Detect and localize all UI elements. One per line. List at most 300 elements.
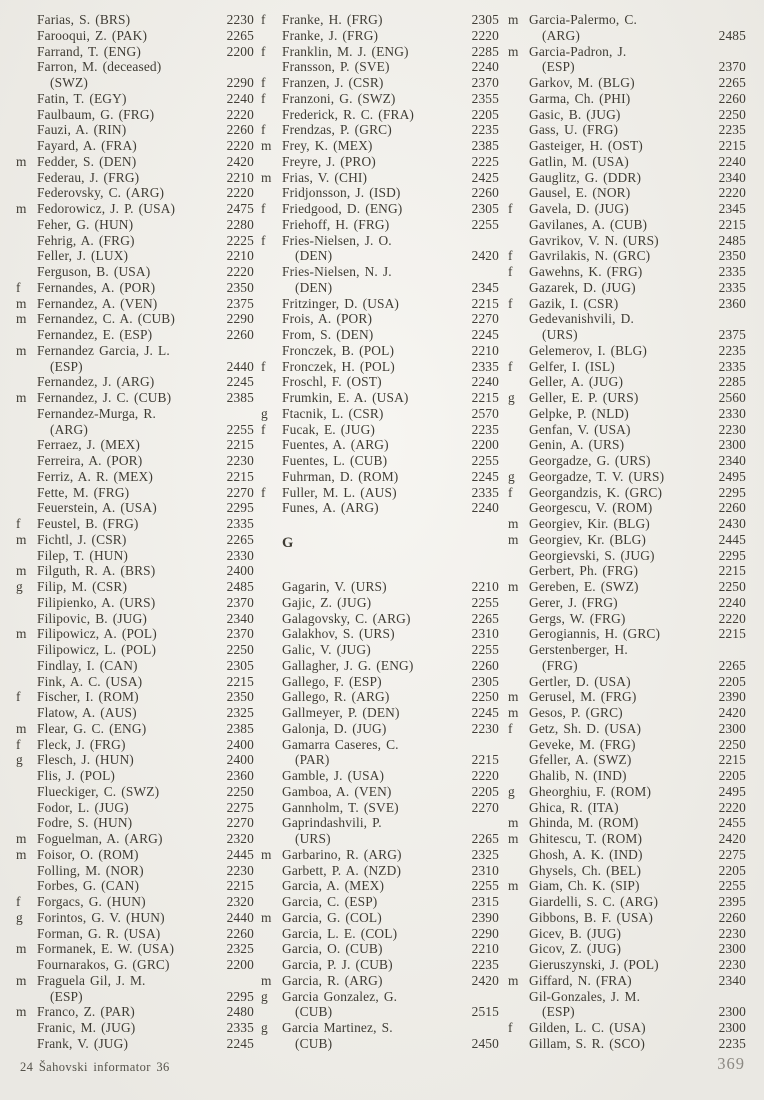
rating-value: 2235 (471, 421, 499, 437)
rating-value: 2440 (226, 358, 254, 374)
player-name: Franke, H. (FRG) (282, 12, 383, 27)
list-item (16, 674, 254, 690)
rating-value: 2230 (718, 925, 746, 941)
list-item (261, 910, 499, 926)
list-item (508, 12, 746, 28)
rating-value: 2495 (718, 783, 746, 799)
rating-value: 2235 (718, 1035, 746, 1051)
section-header (261, 536, 499, 554)
list-item (508, 406, 746, 422)
title-prefix-label: g (508, 468, 515, 484)
player-name: Ferraez, J. (MEX) (37, 437, 140, 453)
rating-value: 2230 (226, 453, 254, 468)
rating-value: 2300 (718, 941, 746, 957)
rating-value: 2210 (226, 169, 254, 185)
rating-value: 2485 (226, 579, 254, 594)
player-name: Fink, A. C. (USA) (37, 673, 143, 689)
title-prefix-label: m (16, 342, 27, 358)
list-item (16, 374, 254, 390)
list-item (508, 642, 746, 658)
player-name: Garcia Martinez, S. (282, 1020, 393, 1035)
list-item (261, 217, 499, 233)
list-item (508, 611, 746, 627)
title-prefix-label: m (508, 972, 519, 988)
list-item (16, 154, 254, 170)
rating-value: 2255 (471, 453, 499, 468)
list-item (16, 926, 254, 942)
rating-value: 2250 (226, 783, 254, 799)
list-item (16, 1020, 254, 1036)
list-item (261, 138, 499, 154)
list-item (16, 75, 254, 91)
rating-value: 2300 (718, 720, 746, 736)
title-prefix-label: m (508, 12, 519, 27)
rating-value: 2400 (226, 752, 254, 768)
player-name: Forgacs, G. (HUN) (37, 894, 146, 909)
rating-value: 2345 (471, 279, 499, 295)
list-item (261, 359, 499, 375)
list-item (261, 107, 499, 123)
list-item (16, 122, 254, 138)
spacer (261, 516, 499, 536)
list-item (16, 217, 254, 233)
title-prefix-label: g (508, 783, 515, 799)
list-item (508, 264, 746, 280)
list-item (16, 91, 254, 107)
list-item (508, 989, 746, 1005)
list-item (508, 894, 746, 910)
list-item (16, 847, 254, 863)
rating-value: 2485 (718, 27, 746, 43)
player-name: Gagarin, V. (URS) (282, 579, 387, 594)
player-name: Filipowicz, L. (POL) (37, 642, 157, 657)
list-item (16, 705, 254, 721)
page-number: 369 (717, 1054, 745, 1073)
list-item (261, 737, 499, 753)
list-item (508, 217, 746, 233)
list-item (261, 878, 499, 894)
list-item (508, 800, 746, 816)
rating-value: 2345 (718, 201, 746, 216)
player-name: Gibbons, B. F. (USA) (529, 909, 653, 925)
list-item (261, 674, 499, 690)
rating-value: 2295 (226, 988, 254, 1004)
list-item (508, 390, 746, 406)
list-item (16, 800, 254, 816)
list-item (508, 374, 746, 390)
player-name: Garcia-Padron, J. (529, 43, 627, 59)
rating-value: 2335 (718, 358, 746, 374)
player-name: Frendzas, P. (GRC) (282, 122, 392, 138)
player-name: Gelfer, I. (ISL) (529, 358, 615, 374)
player-name: Gausel, E. (NOR) (529, 185, 631, 201)
rating-value: 2205 (718, 673, 746, 689)
list-item (261, 579, 499, 595)
rating-value: 2225 (471, 153, 499, 169)
list-item (16, 343, 254, 359)
player-name: Foguelman, A. (ARG) (37, 831, 163, 846)
rating-value: 2255 (471, 216, 499, 232)
rating-value: 2335 (718, 264, 746, 279)
player-name: Garcia, A. (MEX) (282, 878, 385, 894)
list-item (508, 941, 746, 957)
list-item (16, 910, 254, 926)
list-item (508, 548, 746, 564)
rating-value: 2300 (718, 1004, 746, 1020)
player-name: Froschl, F. (OST) (282, 374, 382, 390)
player-name: Ferreira, A. (POR) (37, 453, 143, 468)
player-name: (ESP) (50, 988, 83, 1004)
rating-value: 2250 (718, 579, 746, 594)
rating-value: 2355 (471, 90, 499, 106)
player-name: (ESP) (542, 1004, 575, 1020)
list-item (261, 973, 499, 989)
list-item (508, 532, 746, 548)
rating-value: 2325 (226, 705, 254, 720)
player-name: Fernandez, J. (ARG) (37, 374, 155, 390)
player-name: Gasic, B. (JUG) (529, 106, 621, 122)
rating-value: 2220 (226, 138, 254, 153)
title-prefix-label: f (508, 358, 513, 374)
player-name: Georgadze, G. (URS) (529, 453, 651, 468)
list-item (508, 737, 746, 753)
player-name: Gerer, J. (FRG) (529, 594, 618, 610)
list-item (261, 705, 499, 721)
player-name: Gergs, W. (FRG) (529, 610, 626, 626)
rating-value: 2350 (226, 689, 254, 705)
list-item (508, 752, 746, 768)
list-item (16, 59, 254, 75)
list-item (261, 453, 499, 469)
rating-value: 2265 (471, 610, 499, 626)
list-item (261, 75, 499, 91)
title-prefix-label: m (508, 878, 519, 894)
player-name: Ftacnik, L. (CSR) (282, 405, 384, 421)
player-name: (URS) (295, 831, 331, 846)
rating-value: 2570 (471, 405, 499, 421)
list-item (16, 28, 254, 44)
title-prefix-label: f (16, 516, 21, 531)
player-name: Fatin, T. (EGY) (37, 90, 127, 106)
rating-value: 2390 (471, 909, 499, 925)
rating-value: 2250 (718, 736, 746, 752)
rating-value: 2370 (226, 594, 254, 610)
rating-value: 2340 (718, 169, 746, 185)
rating-value: 2260 (471, 185, 499, 201)
player-name: (CUB) (295, 1004, 333, 1020)
list-item (16, 784, 254, 800)
rating-value: 2305 (471, 201, 499, 216)
rating-value: 2330 (718, 405, 746, 421)
rating-value: 2240 (718, 153, 746, 169)
rating-value: 2275 (718, 846, 746, 862)
player-name: Franco, Z. (PAR) (37, 1004, 135, 1020)
player-name: Frey, K. (MEX) (282, 138, 373, 153)
player-name: Funes, A. (ARG) (282, 500, 379, 516)
list-item (16, 44, 254, 60)
player-name: (URS) (542, 327, 578, 342)
list-item (261, 374, 499, 390)
list-item (261, 469, 499, 485)
player-name: Gazarek, D. (JUG) (529, 279, 636, 295)
rating-value: 2235 (718, 342, 746, 358)
list-item (508, 1020, 746, 1036)
player-name: Gasteiger, H. (OST) (529, 138, 643, 153)
player-name: Ghitescu, T. (ROM) (529, 831, 643, 846)
list-item (261, 422, 499, 438)
rating-value: 2255 (471, 594, 499, 610)
rating-value: 2475 (226, 201, 254, 216)
title-prefix-label: m (508, 579, 519, 594)
player-name: Giffard, N. (FRA) (529, 972, 632, 988)
player-name: Federovsky, C. (ARG) (37, 185, 165, 201)
title-prefix-label: m (16, 390, 27, 405)
player-name: Fournarakos, G. (GRC) (37, 957, 170, 972)
player-name: Galic, V. (JUG) (282, 642, 371, 657)
list-item (16, 863, 254, 879)
title-prefix-label: f (508, 248, 513, 264)
rating-value: 2235 (718, 122, 746, 138)
player-name: Faulbaum, G. (FRG) (37, 106, 155, 122)
player-name: Gfeller, A. (SWZ) (529, 752, 632, 768)
rating-value: 2360 (718, 295, 746, 311)
player-name: Fronczek, B. (POL) (282, 342, 395, 358)
player-name: Georgandzis, K. (GRC) (529, 484, 663, 500)
list-item (261, 390, 499, 406)
rating-value: 2220 (718, 185, 746, 201)
player-name: Fodre, S. (HUN) (37, 815, 133, 831)
player-name: Filip, M. (CSR) (37, 579, 128, 594)
rating-value: 2215 (471, 295, 499, 311)
player-name: Gavilanes, A. (CUB) (529, 216, 648, 232)
list-item (508, 516, 746, 532)
rating-value: 2335 (226, 516, 254, 531)
title-prefix-label: f (508, 484, 513, 500)
rating-value: 2245 (471, 468, 499, 484)
player-name: (ARG) (50, 421, 88, 437)
rating-value: 2265 (471, 831, 499, 846)
list-item (261, 28, 499, 44)
list-item (16, 973, 254, 989)
list-item (261, 280, 499, 296)
rating-value: 2385 (471, 138, 499, 153)
player-name: Gelpke, P. (NLD) (529, 405, 629, 421)
rating-value: 2335 (718, 279, 746, 295)
list-item (261, 926, 499, 942)
rating-value: 2205 (471, 106, 499, 122)
list-item (261, 689, 499, 705)
player-name: Fedder, S. (DEN) (37, 153, 137, 169)
list-item (16, 941, 254, 957)
title-prefix-label: f (16, 279, 21, 295)
list-item (508, 1036, 746, 1052)
rating-value: 2270 (226, 484, 254, 500)
rating-column-1 (16, 12, 254, 1052)
rating-value: 2305 (226, 657, 254, 673)
title-prefix-label: m (261, 846, 272, 862)
title-prefix-label: f (261, 232, 266, 248)
rating-value: 2260 (718, 90, 746, 106)
rating-column-3 (508, 12, 746, 1052)
title-prefix-label: g (508, 390, 515, 405)
rating-value: 2370 (718, 59, 746, 75)
rating-value: 2265 (718, 75, 746, 90)
player-name: Gawehns, K. (FRG) (529, 264, 643, 279)
rating-value: 2495 (718, 468, 746, 484)
rating-value: 2360 (226, 768, 254, 783)
rating-value: 2320 (226, 894, 254, 909)
player-name: Fernandes, A. (POR) (37, 279, 156, 295)
list-item (508, 957, 746, 973)
rating-value: 2270 (471, 799, 499, 815)
player-name: Fichtl, J. (CSR) (37, 531, 127, 547)
list-item (508, 815, 746, 831)
player-name: Fernandez, E. (ESP) (37, 327, 153, 342)
title-prefix-label: m (16, 153, 27, 169)
title-prefix-label: m (16, 531, 27, 547)
list-item (508, 138, 746, 154)
title-prefix-label: f (508, 720, 513, 736)
title-prefix-label: m (16, 941, 27, 957)
list-item (261, 595, 499, 611)
player-name: Gerbert, Ph. (FRG) (529, 563, 639, 579)
rating-value: 2215 (226, 437, 254, 453)
player-name: (ESP) (50, 358, 83, 374)
list-item (16, 595, 254, 611)
rating-value: 2215 (718, 752, 746, 768)
rating-value: 2220 (471, 27, 499, 43)
rating-value: 2335 (226, 1020, 254, 1035)
player-name: Geller, A. (JUG) (529, 374, 624, 390)
title-prefix-label: m (261, 169, 272, 185)
rating-value: 2455 (718, 815, 746, 831)
list-item (261, 500, 499, 516)
rating-value: 2255 (471, 878, 499, 894)
rating-value: 2240 (226, 90, 254, 106)
list-item (508, 122, 746, 138)
player-name: Gil-Gonzales, J. M. (529, 988, 641, 1004)
list-item (16, 532, 254, 548)
list-item (261, 957, 499, 973)
player-name: Filipienko, A. (URS) (37, 594, 156, 610)
list-item (16, 248, 254, 264)
rating-value: 2260 (718, 500, 746, 516)
list-item (508, 28, 746, 44)
rating-value: 2215 (718, 216, 746, 232)
list-item (508, 91, 746, 107)
list-item (508, 233, 746, 249)
rating-value: 2205 (718, 862, 746, 878)
rating-value: 2260 (226, 122, 254, 138)
rating-value: 2320 (226, 831, 254, 846)
list-item (16, 548, 254, 564)
list-item (508, 311, 746, 327)
player-name: Freyre, J. (PRO) (282, 153, 376, 169)
rating-value: 2260 (226, 925, 254, 941)
rating-value: 2265 (718, 657, 746, 673)
list-item (16, 626, 254, 642)
list-item (16, 878, 254, 894)
player-name: Garkov, M. (BLG) (529, 75, 635, 90)
player-name: Fernandez, C. A. (CUB) (37, 311, 175, 327)
list-item (16, 500, 254, 516)
player-name: Flatow, A. (AUS) (37, 705, 137, 720)
list-item (508, 437, 746, 453)
rating-value: 2300 (718, 437, 746, 453)
title-prefix-label: f (261, 43, 266, 59)
title-prefix-label: m (508, 43, 519, 59)
list-item (508, 658, 746, 674)
player-name: Garcia, O. (CUB) (282, 941, 383, 957)
rating-value: 2260 (718, 909, 746, 925)
rating-value: 2425 (471, 169, 499, 185)
rating-value: 2300 (718, 1020, 746, 1035)
list-item (16, 201, 254, 217)
player-name: Gamble, J. (USA) (282, 768, 385, 783)
rating-value: 2395 (718, 894, 746, 909)
list-item (16, 138, 254, 154)
rating-value: 2560 (718, 390, 746, 405)
list-item (508, 910, 746, 926)
list-item (508, 973, 746, 989)
rating-value: 2260 (226, 327, 254, 342)
rating-value: 2385 (226, 720, 254, 736)
rating-value: 2275 (226, 799, 254, 815)
player-name: Gieruszynski, J. (POL) (529, 957, 659, 972)
list-item (16, 296, 254, 312)
rating-value: 2270 (226, 815, 254, 831)
player-name: Ghalib, N. (IND) (529, 768, 627, 783)
rating-value: 2445 (226, 846, 254, 862)
list-item (261, 1036, 499, 1052)
list-item (508, 926, 746, 942)
title-prefix-label: f (261, 201, 266, 216)
list-item (261, 784, 499, 800)
list-item (508, 721, 746, 737)
list-item (261, 264, 499, 280)
list-item (508, 44, 746, 60)
rating-value: 2255 (471, 642, 499, 657)
player-name: Gaprindashvili, P. (282, 815, 382, 831)
list-item (508, 784, 746, 800)
player-name: Ghysels, Ch. (BEL) (529, 862, 642, 878)
rating-value: 2265 (226, 27, 254, 43)
player-name: Gilden, L. C. (USA) (529, 1020, 646, 1035)
list-item (16, 737, 254, 753)
player-name: Geller, E. P. (URS) (529, 390, 639, 405)
player-name: Farooqui, Z. (PAK) (37, 27, 148, 43)
list-item (508, 422, 746, 438)
rating-value: 2420 (718, 831, 746, 846)
player-name: Gauglitz, G. (DDR) (529, 169, 642, 185)
player-name: Ghinda, M. (ROM) (529, 815, 639, 831)
rating-value: 2280 (226, 216, 254, 232)
list-item (508, 248, 746, 264)
list-item (16, 280, 254, 296)
list-item (508, 831, 746, 847)
player-name: Farron, M. (deceased) (37, 59, 162, 75)
player-name: Formanek, E. W. (USA) (37, 941, 175, 957)
rating-value: 2445 (718, 531, 746, 547)
list-item (261, 44, 499, 60)
rating-value: 2225 (226, 232, 254, 248)
title-prefix-label: m (508, 689, 519, 705)
list-item (508, 847, 746, 863)
player-name: Frank, V. (JUG) (37, 1035, 129, 1051)
list-item (16, 894, 254, 910)
title-prefix-label: m (16, 846, 27, 862)
list-item (508, 280, 746, 296)
